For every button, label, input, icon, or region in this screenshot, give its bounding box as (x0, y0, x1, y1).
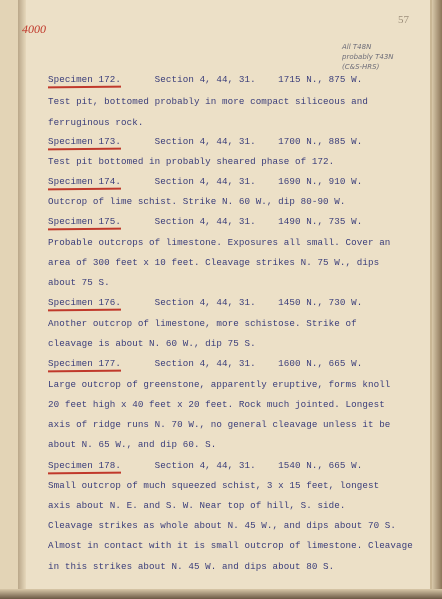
location-text: Section 4, 44, 31. 1450 N., 730 W. (120, 297, 363, 308)
entry-line: about 75 S. (48, 277, 110, 288)
entry-line: axis about N. E. and S. W. Near top of hill, S. side. (48, 500, 346, 511)
entry-header (48, 297, 362, 308)
entry-header (48, 358, 362, 369)
entry-line: Probable outcrops of limestone. Exposures all small. Cover an (48, 237, 391, 248)
entry-line: Outcrop of lime schist. Strike N. 60 W., dip 80-90 W. (48, 196, 346, 207)
location-text: Section 4, 44, 31. 1690 N., 910 W. (120, 176, 363, 187)
red-underline (48, 308, 121, 310)
entry-line: Cleavage strikes as whole about N. 45 W., and dips about 70 S. (48, 520, 397, 531)
entry-line: Another outcrop of limestone, more schistose. Strike of (48, 318, 357, 329)
red-underline (48, 227, 121, 229)
specimen-label: Specimen 178. (48, 460, 121, 471)
margin-note (342, 42, 412, 72)
page-edge-bottom (0, 589, 442, 599)
specimen-label: Specimen 174. (48, 176, 121, 187)
entry-line: Test pit, bottomed probably in more compact siliceous and (48, 96, 368, 107)
entry-line: cleavage is about N. 60 W., dip 75 S. (48, 338, 256, 349)
entry-line: Small outcrop of much squeezed schist, 3 x 15 feet, longest (48, 480, 380, 491)
margin-note-line: All T48N (342, 43, 372, 51)
entry-line: area of 300 feet x 10 feet. Cleavage strikes N. 75 W., dips (48, 257, 380, 268)
entry-line: Almost in contact with it is small outcrop of limestone. Cleavage (48, 540, 413, 551)
specimen-label: Specimen 177. (48, 358, 121, 369)
location-text: Section 4, 44, 31. 1700 N., 885 W. (120, 136, 363, 147)
entry-header (48, 460, 362, 471)
entry-line: about N. 65 W., and dip 60. S. (48, 439, 217, 450)
red-underline (48, 471, 121, 473)
red-page-number: 4000 (22, 22, 46, 36)
entry-header (48, 74, 362, 85)
red-underline (48, 187, 121, 189)
entry-header (48, 136, 362, 147)
location-text: Section 4, 44, 31. 1600 N., 665 W. (120, 358, 363, 369)
left-margin (0, 0, 20, 599)
red-underline (48, 369, 121, 371)
entry-line: axis of ridge runs N. 70 W., no general cleavage unless it be (48, 419, 391, 430)
location-text: Section 4, 44, 31. 1715 N., 875 W. (120, 74, 363, 85)
entry-header (48, 216, 362, 227)
entry-line: 20 feet high x 40 feet x 20 feet. Rock much jointed. Longest (48, 399, 385, 410)
entry-line: Test pit bottomed in probably sheared phase of 172. (48, 156, 335, 167)
margin-note-line: (C&S-HRS) (342, 63, 380, 71)
entry-line: Large outcrop of greenstone, apparently eruptive, forms knoll (48, 379, 391, 390)
page-edge-right (432, 0, 442, 599)
red-underline (48, 147, 121, 149)
entry-header (48, 176, 362, 187)
location-text: Section 4, 44, 31. 1540 N., 665 W. (120, 460, 363, 471)
entry-line: in this strikes about N. 45 W. and dips about 80 S. (48, 561, 335, 572)
margin-note-line: probably T43N (342, 53, 394, 61)
specimen-label: Specimen 175. (48, 216, 121, 227)
specimen-label: Specimen 176. (48, 297, 121, 308)
entry-line: ferruginous rock. (48, 117, 144, 128)
page-gutter (18, 0, 26, 599)
corner-page-number: 57 (398, 14, 409, 26)
red-underline (48, 85, 121, 87)
location-text: Section 4, 44, 31. 1490 N., 735 W. (120, 216, 363, 227)
specimen-label: Specimen 173. (48, 136, 121, 147)
specimen-label: Specimen 172. (48, 74, 121, 85)
